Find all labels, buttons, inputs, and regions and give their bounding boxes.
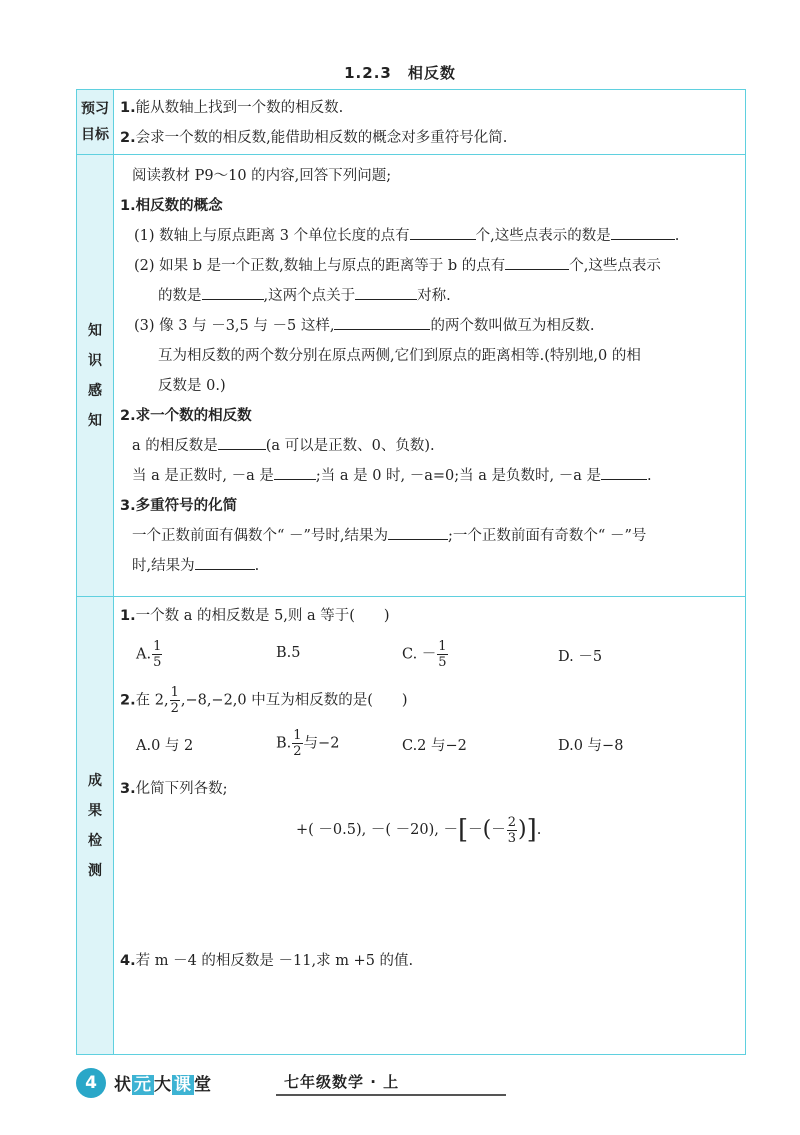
answer-blank[interactable] bbox=[505, 255, 569, 270]
answer-blank[interactable] bbox=[334, 315, 430, 330]
option-b[interactable]: B.5 bbox=[276, 645, 301, 661]
heading-find-opposite: 2.求一个数的相反数 bbox=[120, 408, 252, 424]
question-2-1: a 的相反数是 (a 可以是正数、0、负数). bbox=[120, 431, 737, 461]
test-question-1: 1.一个数 a 的相反数是 5,则 a 等于( ) bbox=[120, 608, 390, 624]
answer-blank[interactable] bbox=[195, 555, 255, 570]
goal-item: 1.能从数轴上找到一个数的相反数. bbox=[120, 100, 344, 116]
question-1-options bbox=[120, 631, 737, 671]
question-1-2: (2) 如果 b 是一个正数,数轴上与原点的距离等于 b 的点有 个,这些点表示 bbox=[120, 251, 737, 281]
option-c[interactable]: C. － $\frac{1}{5}$ bbox=[402, 639, 447, 670]
knowledge-label: 知 识 感 知 bbox=[77, 155, 114, 597]
page-number: 4 bbox=[76, 1068, 106, 1098]
test-question-2: 2.在 2, $\frac{1}{2}$ ,−8,−2,0 中互为相反数的是( ) bbox=[120, 685, 408, 716]
question-2-options bbox=[120, 720, 737, 760]
answer-blank[interactable] bbox=[218, 435, 266, 450]
question-3-1-cont: 时,结果为 . bbox=[120, 551, 737, 581]
option-a[interactable]: A.0 与 2 bbox=[136, 738, 194, 754]
test-content bbox=[114, 597, 746, 1055]
goal-item: 2.会求一个数的相反数,能借助相反数的概念对多重符号化简. bbox=[120, 130, 508, 146]
question-1-2-cont: 的数是 ,这两个点关于 对称. bbox=[120, 281, 737, 311]
reading-instruction: 阅读教材 P9～10 的内容,回答下列问题; bbox=[132, 168, 392, 184]
heading-multiple-signs: 3.多重符号的化简 bbox=[120, 498, 238, 514]
answer-blank[interactable] bbox=[388, 525, 448, 540]
test-question-4: 4.若 m －4 的相反数是 －11,求 m +5 的值. bbox=[120, 953, 414, 969]
question-3-1: 一个正数前面有偶数个“ －”号时,结果为 ;一个正数前面有奇数个“ －”号 bbox=[120, 521, 737, 551]
test-question-3: 3.化简下列各数; bbox=[120, 781, 228, 797]
worksheet-table bbox=[76, 89, 746, 1055]
question-1-3: (3) 像 3 与 －3,5 与 －5 这样, 的两个数叫做互为相反数. bbox=[120, 311, 737, 341]
section-number: 1.2.3 bbox=[344, 64, 392, 82]
book-title: 七年级数学 · 上 bbox=[284, 1073, 400, 1091]
option-a[interactable]: A. $\frac{1}{5}$ bbox=[136, 639, 162, 670]
answer-blank[interactable] bbox=[611, 225, 675, 240]
footer-rule bbox=[276, 1094, 506, 1096]
page-footer bbox=[76, 1066, 776, 1100]
question-2-2: 当 a 是正数时, －a 是 ;当 a 是 0 时, －a=0;当 a 是负数时, －a 是 . bbox=[120, 461, 737, 491]
brand-logo: 状 元 大 课 堂 bbox=[114, 1075, 212, 1095]
expression-to-simplify: +( －0.5), －( －20), －[－(－ $\frac{2}{3}$ )]. bbox=[296, 814, 542, 846]
test-label: 成 果 检 测 bbox=[77, 597, 114, 1055]
answer-blank[interactable] bbox=[274, 465, 316, 480]
page-title bbox=[0, 62, 800, 83]
option-b[interactable]: B. $\frac{1}{2}$ 与−2 bbox=[276, 728, 340, 759]
question-1-1: (1) 数轴上与原点距离 3 个单位长度的点有 个,这些点表示的数是 . bbox=[120, 221, 737, 251]
answer-blank[interactable] bbox=[601, 465, 647, 480]
heading-concept: 1.相反数的概念 bbox=[120, 198, 223, 214]
note-text-cont: 反数是 0.) bbox=[158, 378, 226, 394]
goals-content bbox=[114, 90, 746, 155]
answer-blank[interactable] bbox=[410, 225, 476, 240]
answer-blank[interactable] bbox=[202, 285, 264, 300]
option-d[interactable]: D. －5 bbox=[558, 649, 603, 665]
option-c[interactable]: C.2 与−2 bbox=[402, 738, 467, 754]
knowledge-content bbox=[114, 155, 746, 597]
section-title: 相反数 bbox=[407, 64, 456, 82]
answer-blank[interactable] bbox=[355, 285, 417, 300]
option-d[interactable]: D.0 与−8 bbox=[558, 738, 624, 754]
goals-label: 预习 目标 bbox=[77, 90, 114, 155]
note-text: 互为相反数的两个数分别在原点两侧,它们到原点的距离相等.(特别地,0 的相 bbox=[158, 348, 641, 364]
